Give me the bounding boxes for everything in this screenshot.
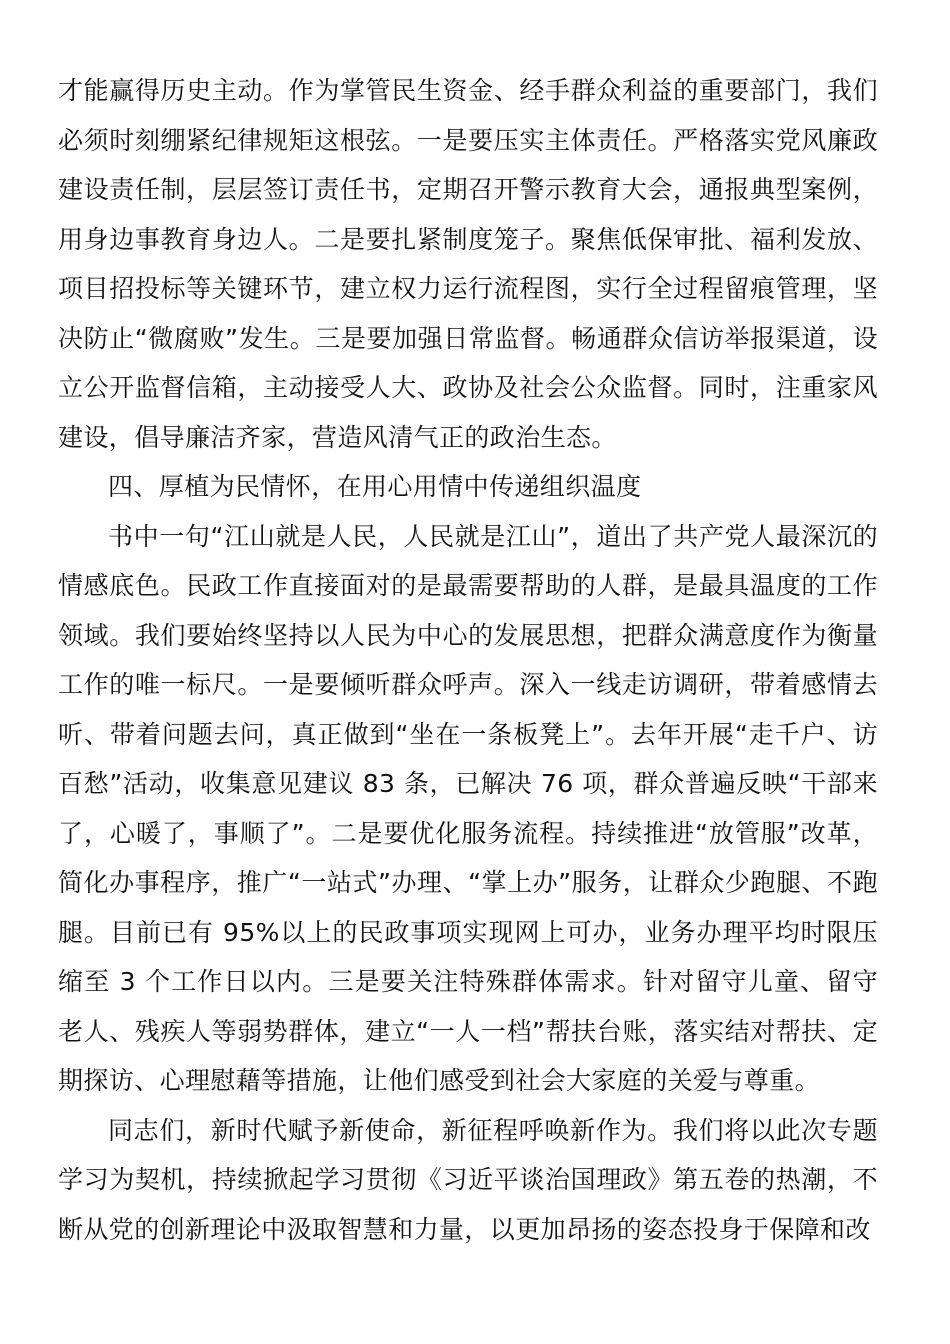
- paragraph-section-4-body: 书中一句“江山就是人民，人民就是江山”，道出了共产党人最深沉的情感底色。民政工作直接面对的是最需要帮助的人群，是最具温度的工作领域。我们要始终坚持以人民为中心的发展思想，把群众满意度作为衡量工作的唯一标尺。一是要倾听群众呼声。深入一线走访调研，带着感情去听、带着问题去问，真正做到“坐在一条板凳上”。去年开展“走千户、访百愁”活动，收集意见建议 83 条，已解决 76 项，群众普遍反映“干部来了，心暖了，事顺了”。二是要优化服务流程。持续推进“放管服”改革，简化办事程序，推广“一站式”办理、“掌上办”服务，让群众少跑腿、不跑腿。目前已有 95%以上的民政事项实现网上可办，业务办理平均时限压缩至 3 个工作日以内。三是要关注特殊群体需求。针对留守儿童、留守老人、残疾人等弱势群体，建立“一人一档”帮扶台账，落实结对帮扶、定期探访、心理慰藉等措施，让他们感受到社会大家庭的关爱与尊重。: [58, 521, 878, 1095]
- document-page: [58, 66, 878, 1254]
- section-heading-4: 四、厚植为民情怀，在用心用情中传递组织温度: [108, 472, 642, 501]
- paragraph-closing: 同志们，新时代赋予新使命，新征程呼唤新作为。我们将以此次专题学习为契机，持续掀起学习贯彻《习近平谈治国理政》第五卷的热潮，不断从党的创新理论中汲取智慧和力量，以更加昂扬的姿态投身于保障和改: [58, 1115, 878, 1244]
- paragraph-continued: 才能赢得历史主动。作为掌管民生资金、经手群众利益的重要部门，我们必须时刻绷紧纪律规矩这根弦。一是要压实主体责任。严格落实党风廉政建设责任制，层层签订责任书，定期召开警示教育大会，通报典型案例，用身边事教育身边人。二是要扎紧制度笼子。聚焦低保审批、福利发放、项目招投标等关键环节，建立权力运行流程图，实行全过程留痕管理，坚决防止“微腐败”发生。三是要加强日常监督。畅通群众信访举报渠道，设立公开监督信箱，主动接受人大、政协及社会公众监督。同时，注重家风建设，倡导廉洁齐家，营造风清气正的政治生态。: [58, 76, 878, 452]
